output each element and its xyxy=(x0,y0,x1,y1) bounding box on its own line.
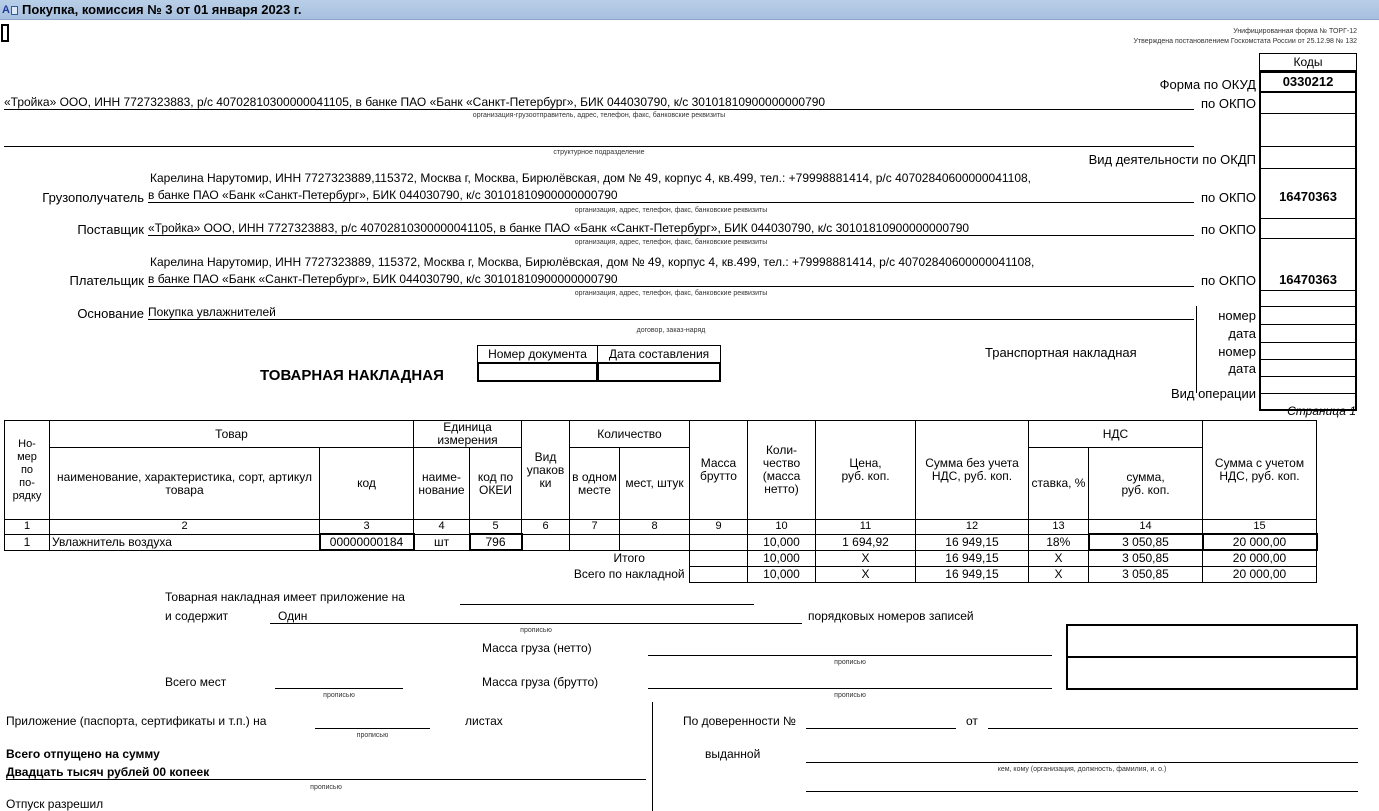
codes-divider xyxy=(1259,146,1357,147)
row-pack xyxy=(522,534,570,550)
okpo-label-supplier: по ОКПО xyxy=(1200,222,1256,237)
sum-words: Двадцать тысяч рублей 00 копеек xyxy=(6,765,646,780)
col-num: 7 xyxy=(570,520,620,535)
codes-header: Коды xyxy=(1259,53,1357,71)
payer-line1: Карелина Нарутомир, ИНН 7727323889, 115372, Москва г, Москва, Бирюлёвская, дом № 49, корпус 4, кв.499, тел.: +79998881414, р/с 40702840600000041108, xyxy=(150,255,1035,269)
col-num: 9 xyxy=(690,520,748,535)
col-header-in-one: в одном месте xyxy=(570,448,620,520)
issued-caption: кем, кому (организация, должность, фамилия, и. о.) xyxy=(997,766,1167,773)
count-words[interactable]: Один xyxy=(270,609,802,624)
document-icon: A xyxy=(2,2,18,18)
side-number-1: номер xyxy=(1218,308,1256,323)
row-no: 1 xyxy=(5,534,50,550)
sheets-label: листах xyxy=(465,714,503,728)
codes-divider xyxy=(1259,290,1357,291)
sender-text: «Тройка» ООО, ИНН 7727323883, р/с 40702810300000041105, в банке ПАО «Банк «Санкт-Петербург», БИК 044030790, к/с 30101810900000000790 xyxy=(4,95,1194,110)
row-sum-wo-vat: 16 949,15 xyxy=(916,534,1029,550)
page-label: Страница 1 xyxy=(1287,404,1356,418)
codes-column xyxy=(1259,93,1357,411)
row-places xyxy=(620,534,690,550)
consignee-line1: Карелина Нарутомир, ИНН 7727323889,115372, Москва г, Москва, Бирюлёвская, дом № 49, корпус 4, кв.499, тел.: +79998881414, р/с 40702840600000041108, xyxy=(150,171,1032,185)
row-total: 20 000,00 xyxy=(1203,534,1317,550)
goods-table xyxy=(4,420,1318,583)
total-places-line[interactable] xyxy=(275,688,403,689)
unified-form-label: Унифицированная форма № ТОРГ-12 xyxy=(1233,28,1357,35)
vsego-qty: 10,000 xyxy=(748,566,816,582)
col-header-gross: Масса брутто xyxy=(690,421,748,520)
side-number-2: номер xyxy=(1218,344,1256,359)
released-sum-label: Всего отпущено на сумму xyxy=(6,747,160,761)
net-mass-line[interactable] xyxy=(648,655,1052,656)
itogo-sum-wo-vat: 16 949,15 xyxy=(916,550,1029,566)
attachment-line[interactable] xyxy=(315,728,430,729)
payer-okpo[interactable]: 16470363 xyxy=(1279,272,1337,287)
codes-divider xyxy=(1259,376,1357,377)
codes-divider xyxy=(1259,342,1357,343)
codes-divider xyxy=(1259,393,1357,394)
codes-divider xyxy=(1259,168,1357,169)
row-price: 1 694,92 xyxy=(816,534,916,550)
okpo-label-consignee: по ОКПО xyxy=(1200,190,1256,205)
itogo-vat-rate: X xyxy=(1029,550,1089,566)
consignee-caption: организация, адрес, телефон, факс, банковские реквизиты xyxy=(574,207,768,214)
side-date-2: дата xyxy=(1228,361,1256,376)
table-row[interactable] xyxy=(5,534,1317,550)
col-header-vat-rate: ставка, % xyxy=(1029,448,1089,520)
col-num: 12 xyxy=(916,520,1029,535)
payer-label: Плательщик xyxy=(69,273,144,288)
issued-line[interactable] xyxy=(806,762,1358,763)
col-header-vat: НДС xyxy=(1029,421,1203,448)
division-caption: структурное подразделение xyxy=(553,149,645,156)
col-header-unit-name: наиме- нование xyxy=(414,448,470,520)
text-cursor[interactable] xyxy=(1,24,9,42)
col-num: 14 xyxy=(1089,520,1203,535)
approved-label: Утверждена постановлением Госкомстата России от 25.12.98 № 132 xyxy=(1133,38,1357,45)
col-header-price: Цена, руб. коп. xyxy=(816,421,916,520)
okud-label: Форма по ОКУД xyxy=(1159,77,1256,92)
basis-text: Покупка увлажнителей xyxy=(148,305,1194,320)
doc-number-field[interactable] xyxy=(477,362,598,382)
total-places-caption: прописью xyxy=(323,692,355,699)
proxy-from-label: от xyxy=(966,714,978,728)
col-num: 11 xyxy=(816,520,916,535)
division-line xyxy=(4,146,1194,147)
col-num: 2 xyxy=(50,520,320,535)
window-titlebar xyxy=(0,0,1379,20)
gross-mass-line[interactable] xyxy=(648,688,1052,689)
itogo-row xyxy=(5,550,1317,566)
codes-divider xyxy=(1259,113,1357,114)
in-words-caption: прописью xyxy=(520,627,552,634)
issued-label: выданной xyxy=(705,747,761,761)
contains-label: и содержит xyxy=(165,609,229,623)
col-header-sum-wo-vat: Сумма без учета НДС, руб. коп. xyxy=(916,421,1029,520)
consignee-label: Грузополучатель xyxy=(42,190,144,205)
vsego-total: 20 000,00 xyxy=(1203,566,1317,582)
supplier-text: «Тройка» ООО, ИНН 7727323883, р/с 40702810300000041105, в банке ПАО «Банк «Санкт-Петербург», БИК 044030790, к/с 30101810900000000790 xyxy=(148,221,1194,236)
basis-caption: договор, заказ-наряд xyxy=(636,327,706,334)
side-date-1: дата xyxy=(1228,326,1256,341)
doc-date-header: Дата составления xyxy=(597,345,721,363)
proxy-label: По доверенности № xyxy=(683,714,796,728)
doc-title: ТОВАРНАЯ НАКЛАДНАЯ xyxy=(260,367,444,384)
itogo-qty: 10,000 xyxy=(748,550,816,566)
row-name[interactable]: Увлажнитель воздуха xyxy=(50,534,320,550)
net-mass-caption: прописью xyxy=(834,659,866,666)
col-header-okei: код по ОКЕИ xyxy=(470,448,522,520)
attachment-caption: прописью xyxy=(356,732,389,739)
issued-line-2[interactable] xyxy=(806,791,1358,792)
itogo-label: Итого xyxy=(613,550,645,565)
row-gross xyxy=(690,534,748,550)
net-mass-label: Масса груза (нетто) xyxy=(482,641,592,655)
attachment-label: Приложение (паспорта, сертификаты и т.п.) на xyxy=(6,714,267,728)
basis-label: Основание xyxy=(77,306,144,321)
vsego-price: X xyxy=(816,566,916,582)
codes-divider xyxy=(1259,238,1357,239)
appendix-line[interactable] xyxy=(460,604,754,605)
col-num: 5 xyxy=(470,520,522,535)
col-header-net: Коли- чество (масса нетто) xyxy=(748,421,816,520)
itogo-total: 20 000,00 xyxy=(1203,550,1317,566)
row-code[interactable]: 00000000184 xyxy=(320,534,414,550)
window-title: Покупка, комиссия № 3 от 01 января 2023 г. xyxy=(22,2,302,17)
appendix-label: Товарная накладная имеет приложение на xyxy=(165,590,405,604)
col-num: 10 xyxy=(748,520,816,535)
sender-caption: организация-грузоотправитель, адрес, телефон, факс, банковские реквизиты xyxy=(472,112,726,119)
col-header-vat-sum: сумма, руб. коп. xyxy=(1089,448,1203,520)
vsego-vat-sum: 3 050,85 xyxy=(1089,566,1203,582)
supplier-caption: организация, адрес, телефон, факс, банковские реквизиты xyxy=(574,239,768,246)
proxy-number-line[interactable] xyxy=(806,728,956,729)
mass-box-divider xyxy=(1066,656,1358,658)
col-header-code: код xyxy=(320,448,414,520)
col-num: 3 xyxy=(320,520,414,535)
gross-mass-caption: прописью xyxy=(834,692,866,699)
col-header-name: наименование, характеристика, сорт, артикул товара xyxy=(50,448,320,520)
row-qty: 10,000 xyxy=(748,534,816,550)
consignee-line2: в банке ПАО «Банк «Санкт-Петербург», БИК 044030790, к/с 30101810900000000790 xyxy=(148,188,1194,203)
okpo-label-payer: по ОКПО xyxy=(1200,273,1256,288)
row-unit: шт xyxy=(414,534,470,550)
consignee-okpo[interactable]: 16470363 xyxy=(1279,189,1337,204)
total-places-label: Всего мест xyxy=(165,675,227,689)
row-vat-rate: 18% xyxy=(1029,534,1089,550)
row-okei[interactable]: 796 xyxy=(470,534,522,550)
vsego-sum-wo-vat: 16 949,15 xyxy=(916,566,1029,582)
records-label: порядковых номеров записей xyxy=(808,609,974,623)
row-vat-sum: 3 050,85 xyxy=(1089,534,1203,550)
okud-code[interactable]: 0330212 xyxy=(1259,71,1357,93)
vsego-vat-rate: X xyxy=(1029,566,1089,582)
codes-divider xyxy=(1259,218,1357,219)
payer-caption: организация, адрес, телефон, факс, банковские реквизиты xyxy=(574,290,768,297)
release-allowed-label: Отпуск разрешил xyxy=(6,797,104,811)
doc-number-header: Номер документа xyxy=(477,345,598,363)
col-header-unit: Единица измерения xyxy=(414,421,522,448)
col-num: 4 xyxy=(414,520,470,535)
col-num: 6 xyxy=(522,520,570,535)
col-num: 13 xyxy=(1029,520,1089,535)
itogo-price: X xyxy=(816,550,916,566)
vsego-label: Всего по накладной xyxy=(573,566,685,581)
doc-date-field[interactable] xyxy=(597,362,721,382)
gross-mass-label: Масса груза (брутто) xyxy=(482,675,599,689)
col-header-no: Но- мер по по- рядку xyxy=(5,421,50,520)
activity-label: Вид деятельности по ОКДП xyxy=(1088,152,1256,167)
footer-divider xyxy=(652,702,653,811)
col-header-total: Сумма с учетом НДС, руб. коп. xyxy=(1203,421,1317,520)
row-in-one xyxy=(570,534,620,550)
col-header-goods: Товар xyxy=(50,421,414,448)
proxy-date-line[interactable] xyxy=(988,728,1358,729)
transport-waybill-label: Транспортная накладная xyxy=(985,345,1137,360)
supplier-label: Поставщик xyxy=(77,222,144,237)
codes-divider xyxy=(1259,306,1357,307)
vsego-row xyxy=(5,566,1317,582)
codes-divider xyxy=(1259,359,1357,360)
operation-label: Вид операции xyxy=(1170,386,1256,401)
sum-words-caption: прописью xyxy=(310,784,342,791)
col-header-pack: Вид упаков ки xyxy=(522,421,570,520)
col-header-qty: Количество xyxy=(570,421,690,448)
col-num: 8 xyxy=(620,520,690,535)
okpo-label-sender: по ОКПО xyxy=(1200,96,1256,111)
codes-divider xyxy=(1259,324,1357,325)
col-header-places: мест, штук xyxy=(620,448,690,520)
col-num: 15 xyxy=(1203,520,1317,535)
payer-line2: в банке ПАО «Банк «Санкт-Петербург», БИК 044030790, к/с 30101810900000000790 xyxy=(148,272,1194,287)
itogo-vat-sum: 3 050,85 xyxy=(1089,550,1203,566)
col-num: 1 xyxy=(5,520,50,535)
